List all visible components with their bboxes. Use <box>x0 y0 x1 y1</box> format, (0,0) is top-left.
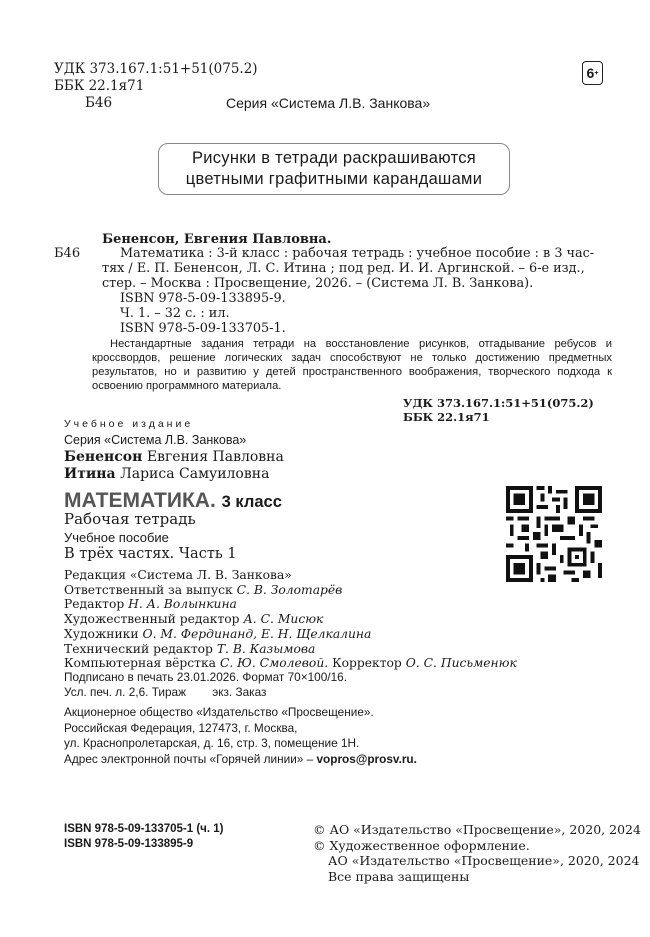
publisher-info: Акционерное общество «Издательство «Просвещение». Российская Федерация, 127473, г. Москва, ул. Краснопролетарская, д. 16, стр. 3, помещение 1Н. Адрес электронной почты «Горячей линии» – vopros@prosv.ru. <box>64 705 417 766</box>
age-rating-badge: 6 + <box>582 61 603 85</box>
print-info: Подписано в печать 23.01.2026. Формат 70×100/16. Усл. печ. л. 2,6. Тираж экз. Заказ <box>64 670 347 699</box>
catalog-line: Математика : 3-й класс : рабочая тетрадь : учебное пособие : в 3 час- <box>120 246 595 261</box>
book-title: МАТЕМАТИКА. 3 класс <box>64 489 282 512</box>
credit-line: Художественный редактор А. С. Мисюк <box>64 612 324 627</box>
email-link[interactable]: vopros@prosv.ru. <box>316 751 417 766</box>
qr-code-icon <box>506 486 602 582</box>
catalog-bbk: ББК 22.1я71 <box>403 410 490 424</box>
isbn-block: ISBN 978-5-09-133705-1 (ч. 1) ISBN 978-5-09-133895-9 <box>64 823 224 850</box>
catalog-author-heading: Бененсон, Евгения Павловна. <box>102 232 332 247</box>
catalog-line: ISBN 978-5-09-133895-9. <box>120 291 286 306</box>
bbk-code: ББК 22.1я71 <box>54 78 145 94</box>
credit-line: Редактор Н. А. Волынкина <box>64 597 237 612</box>
catalog-abstract: Нестандартные задания тетради на восстановление рисунков, отгадывание ребусов и кроссвордов, решение логических задач способствуют не только достижению предметных результатов, но и развитию у детей пространственного воображения, творческого подхода к освоению программного материала. <box>92 338 612 392</box>
author-mark: Б46 <box>85 95 113 111</box>
series-label: Серия «Система Л.В. Занкова» <box>226 95 431 111</box>
catalog-card-body <box>102 246 612 336</box>
author-2: Итина Лариса Самуиловна <box>64 466 270 482</box>
book-type: Учебное пособие <box>64 530 169 545</box>
catalog-line: стер. – Москва : Просвещение, 2026. – (Система Л. В. Занкова). <box>102 276 534 291</box>
notice-line-2: цветными графитными карандашами <box>185 170 483 188</box>
credit-line: Художники О. М. Фердинанд, Е. Н. Щелкалина <box>64 626 372 641</box>
edition-label: Учебное издание <box>64 418 194 430</box>
notice-line-1: Рисунки в тетради раскрашиваются <box>191 149 477 167</box>
catalog-author-mark: Б46 <box>54 246 81 261</box>
catalog-line: тях / Е. П. Бененсон, Л. С. Итина ; под ред. И. И. Аргинской. – 6-е изд., <box>102 261 585 276</box>
book-parts: В трёх частях. Часть 1 <box>64 546 237 562</box>
copyright-block: © АО «Издательство «Просвещение», 2020, 2024 © Художественное оформление. АО «Издательство «Просвещение», 2020, 2024 Все права защищены <box>313 822 641 884</box>
catalog-line: Ч. 1. – 32 с. : ил. <box>120 306 230 321</box>
catalog-codes <box>403 396 594 424</box>
credits-list <box>64 568 517 671</box>
catalog-udk: УДК 373.167.1:51+51(075.2) <box>403 396 594 410</box>
author-1: Бененсон Евгения Павловна <box>64 449 284 465</box>
book-subtitle: Рабочая тетрадь <box>64 510 196 528</box>
header-codes <box>54 61 258 95</box>
credit-line: Редакция «Система Л. В. Занкова» <box>64 568 292 582</box>
credit-line: Компьютерная вёрстка С. Ю. Смолевой. Корректор О. С. Письменюк <box>64 656 517 671</box>
edition-series: Серия «Система Л.В. Занкова» <box>64 433 247 447</box>
udk-code: УДК 373.167.1:51+51(075.2) <box>54 61 258 77</box>
coloring-notice-box <box>158 143 510 195</box>
catalog-line: ISBN 978-5-09-133705-1. <box>120 321 286 336</box>
credit-line: Технический редактор Т. В. Казымова <box>64 641 316 656</box>
credit-line: Ответственный за выпуск С. В. Золотарёв <box>64 582 343 597</box>
